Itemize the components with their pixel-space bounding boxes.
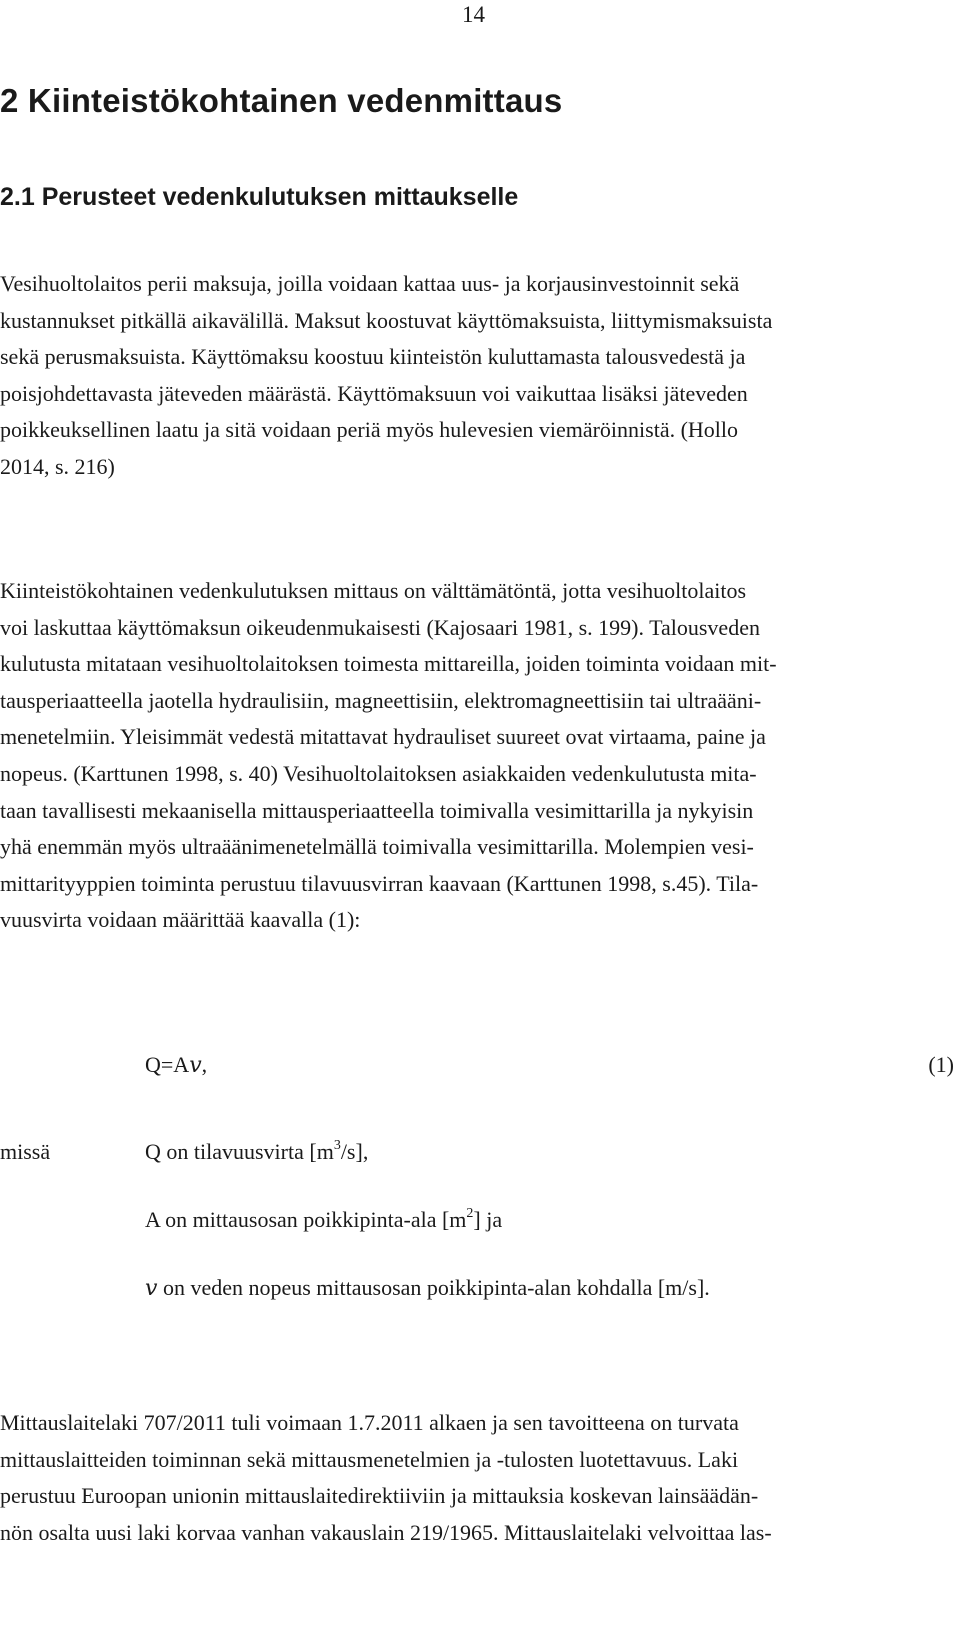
text-line: perustuu Euroopan unionin mittauslaitedirektiiviin ja mittauksia koskevan lainsäädän- bbox=[0, 1483, 759, 1509]
equation-expression bbox=[145, 1052, 207, 1078]
definition-q-end: /s], bbox=[340, 1139, 369, 1164]
page-number: 14 bbox=[462, 2, 485, 27]
text-line: nön osalta uusi laki korvaa vanhan vakauslain 219/1965. Mittauslaitelaki velvoittaa las- bbox=[0, 1519, 772, 1545]
text-line: poisjohdettavasta jäteveden määrästä. Käyttömaksuun voi vaikuttaa lisäksi jäteveden bbox=[0, 380, 748, 406]
text-line: Vesihuoltolaitos perii maksuja, joilla voidaan kattaa uus- ja korjausinvestoinnit sekä bbox=[0, 271, 740, 296]
velocity-symbol: v bbox=[145, 1276, 158, 1301]
paragraph-1 bbox=[0, 266, 957, 486]
definition-a-exponent: 2 bbox=[466, 1206, 474, 1221]
text-line: 2014, s. 216) bbox=[0, 453, 115, 479]
equation-tail: , bbox=[201, 1052, 208, 1077]
chapter-heading: 2 Kiinteistökohtainen vedenmittaus bbox=[0, 82, 563, 119]
paragraph-2 bbox=[0, 573, 957, 939]
where-label: missä bbox=[0, 1139, 51, 1164]
definition-a bbox=[145, 1207, 502, 1233]
text-line: nopeus. (Karttunen 1998, s. 40) Vesihuoltolaitoksen asiakkaiden vedenkulutusta mita- bbox=[0, 760, 757, 786]
definition-a-text: A on mittausosan poikkipinta-ala [m bbox=[145, 1207, 467, 1232]
text-line: vuusvirta voidaan määrittää kaavalla (1): bbox=[0, 907, 361, 933]
definition-v-text: on veden nopeus mittausosan poikkipinta-alan kohdalla [m/s]. bbox=[157, 1275, 710, 1300]
definition-q bbox=[145, 1139, 368, 1165]
text-line: voi laskuttaa käyttömaksun oikeudenmukaisesti (Kajosaari 1981, s. 199). Talousveden bbox=[0, 614, 760, 640]
text-line: kulutusta mitataan vesihuoltolaitoksen toimesta mittareilla, joiden toiminta voidaan mit- bbox=[0, 651, 777, 677]
text-line: taan tavallisesti mekaanisella mittausperiaatteella toimivalla vesimittarilla ja nykyisin bbox=[0, 797, 754, 823]
text-line: sekä perusmaksuista. Käyttömaksu koostuu kiinteistön kuluttamasta talousvedestä ja bbox=[0, 344, 746, 370]
definition-a-end: ] ja bbox=[473, 1207, 503, 1232]
definition-q-text: Q on tilavuusvirta [m bbox=[145, 1139, 334, 1164]
section-heading: 2.1 Perusteet vedenkulutuksen mittaukselle bbox=[0, 183, 519, 211]
text-line: Mittauslaitelaki 707/2011 tuli voimaan 1.7.2011 alkaen ja sen tavoitteena on turvata bbox=[0, 1410, 739, 1435]
equation-number: (1) bbox=[928, 1052, 954, 1077]
text-line: tausperiaatteella jaotella hydraulisiin, magneettisiin, elektromagneettisiin tai ultraääni- bbox=[0, 687, 762, 713]
text-line: poikkeuksellinen laatu ja sitä voidaan periä myös hulevesien viemäröinnistä. (Hollo bbox=[0, 417, 739, 443]
text-line: kustannukset pitkällä aikavälillä. Maksut koostuvat käyttömaksuista, liittymismaksuista bbox=[0, 307, 773, 333]
text-line: menetelmiin. Yleisimmät vedestä mitattavat hydrauliset suureet ovat virtaama, paine ja bbox=[0, 724, 766, 750]
paragraph-3 bbox=[0, 1405, 957, 1551]
text-line: yhä enemmän myös ultraäänimenetelmällä toimivalla vesimittarilla. Molempien vesi- bbox=[0, 834, 754, 860]
text-line: mittauslaitteiden toiminnan sekä mittausmenetelmien ja -tulosten luotettavuus. Laki bbox=[0, 1446, 739, 1472]
definition-v bbox=[145, 1275, 710, 1301]
text-line: mittarityyppien toiminta perustuu tilavuusvirran kaavaan (Karttunen 1998, s.45). Tila- bbox=[0, 870, 759, 896]
velocity-symbol: v bbox=[189, 1053, 202, 1078]
equation-1 bbox=[145, 1052, 954, 1078]
text-line: Kiinteistökohtainen vedenkulutuksen mittaus on välttämätöntä, jotta vesihuoltolaitos bbox=[0, 578, 747, 603]
definition-q-exponent: 3 bbox=[333, 1138, 341, 1153]
equation-lhs: Q=A bbox=[145, 1052, 190, 1077]
